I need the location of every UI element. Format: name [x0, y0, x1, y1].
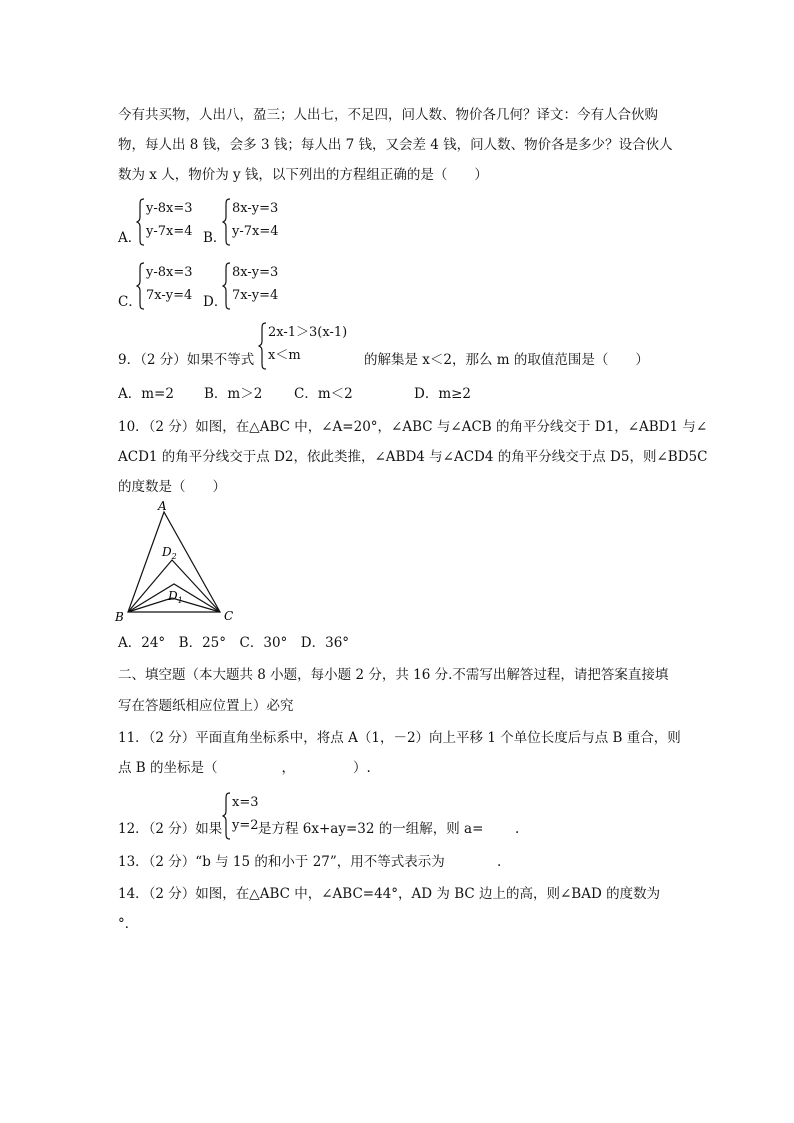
q11-line-2-mid: ，	[281, 760, 296, 776]
brace-icon	[136, 262, 146, 310]
vertex-label-b: B	[115, 610, 124, 624]
q8-option-b-eq-1: 8x-y=3	[232, 201, 279, 216]
q12-suffix: 是方程 6x+ay=32 的一组解，则 a=	[258, 821, 484, 837]
q10-stem-line-3: 的度数是（ ）	[118, 479, 226, 495]
q12-eq-2: y=2	[232, 818, 259, 833]
q12-prefix: 12．（2 分）如果	[118, 821, 223, 837]
q8-stem-line-2: 物，每人出 8 钱，会多 3 钱；每人出 7 钱，又会差 4 钱，问人数、物价各是多少？设合伙人	[118, 137, 673, 153]
q9-inequality-1: 2x-1＞3(x-1)	[268, 325, 348, 340]
q13-answer-blank[interactable]	[450, 853, 494, 871]
q8-option-a-system	[136, 198, 206, 246]
q11-line-2-suffix: ）.	[353, 760, 371, 776]
triangle-figure	[112, 500, 248, 626]
q8-stem-line-1: 今有共买物，人出八，盈三；人出七，不足四，问人数、物价各几何？译文：今有人合伙购	[118, 107, 658, 123]
q10-options: A．24° B．25° C．30° D．36°	[118, 635, 350, 651]
q8-option-c-system	[136, 262, 206, 310]
q9-option-c: C．m＜2	[294, 386, 353, 402]
q10-stem-line-1: 10．（2 分）如图，在△ABC 中，∠A=20°，∠ABC 与∠ACB 的角平分线交于 D1，∠ABD1 与∠	[118, 419, 708, 435]
q8-option-d-eq-2: 7x-y=4	[232, 288, 279, 303]
point-label-d2: $D_2$	[162, 545, 177, 561]
brace-icon	[222, 198, 232, 246]
brace-icon	[222, 262, 232, 310]
q11-line-1: 11．（2 分）平面直角坐标系中，将点 A（1，－2）向上平移 1 个单位长度后与点 B 重合，则	[118, 730, 681, 746]
vertex-label-c: C	[224, 609, 234, 623]
q8-option-b-system	[222, 198, 292, 246]
q8-option-a-eq-2: y-7x=4	[146, 224, 193, 239]
vertex-label-a: A	[158, 500, 167, 513]
q9-option-d: D．m≥2	[414, 386, 472, 402]
q9-option-b: B．m＞2	[204, 386, 263, 402]
q8-option-d-label: D．	[203, 294, 228, 310]
q8-option-c-eq-2: 7x-y=4	[146, 288, 193, 303]
q8-option-c-eq-1: y-8x=3	[146, 265, 193, 280]
q12-solution-system	[222, 792, 262, 840]
q9-suffix: 的解集是 x＜2，那么 m 的取值范围是（ ）	[364, 352, 649, 368]
q9-inequality-2: x＜m	[268, 348, 301, 363]
brace-icon	[258, 322, 268, 370]
q8-option-d-system	[222, 262, 292, 310]
q8-option-c-label: C．	[118, 294, 142, 310]
q9-option-a: A．m=2	[118, 386, 174, 402]
brace-icon	[222, 792, 232, 840]
q8-stem-line-3: 数为 x 人，物价为 y 钱，以下列出的方程组正确的是（ ）	[118, 167, 488, 183]
q12-end: .	[515, 821, 520, 837]
q9-inequality-system	[258, 322, 368, 370]
q11-line-2-prefix: 点 B 的坐标是（	[118, 760, 218, 776]
q14-line-1: 14．（2 分）如图，在△ABC 中，∠ABC=44°，AD 为 BC 边上的高，则∠BAD 的度数为	[118, 886, 661, 902]
q8-option-b-label: B．	[203, 230, 227, 246]
q12-answer-blank[interactable]	[472, 820, 512, 838]
q10-stem-line-2: ACD1 的角平分线交于点 D2，依此类推，∠ABD4 与∠ACD4 的角平分线交于点 D5，则∠BD5C	[118, 449, 708, 465]
q8-option-a-label: A．	[118, 230, 142, 246]
q9-prefix: 9．（2 分）如果不等式	[118, 352, 255, 368]
q11-line-2	[118, 759, 371, 777]
q13-end: .	[497, 854, 502, 870]
q13-text: 13．（2 分）“b 与 15 的和小于 27”，用不等式表示为	[118, 854, 445, 870]
q14-line-2: °．	[118, 916, 139, 932]
q8-option-d-eq-1: 8x-y=3	[232, 265, 279, 280]
q8-option-a-eq-1: y-8x=3	[146, 201, 193, 216]
point-label-d1: $D_1$	[168, 589, 183, 605]
brace-icon	[136, 198, 146, 246]
section2-heading-line-1: 二、填空题（本大题共 8 小题，每小题 2 分，共 16 分.不需写出解答过程，请把答案直接填	[118, 667, 669, 683]
section2-heading-line-2: 写在答题纸相应位置上）必究	[118, 698, 294, 714]
q12-eq-1: x=3	[232, 795, 259, 810]
q8-option-b-eq-2: y-7x=4	[232, 224, 279, 239]
